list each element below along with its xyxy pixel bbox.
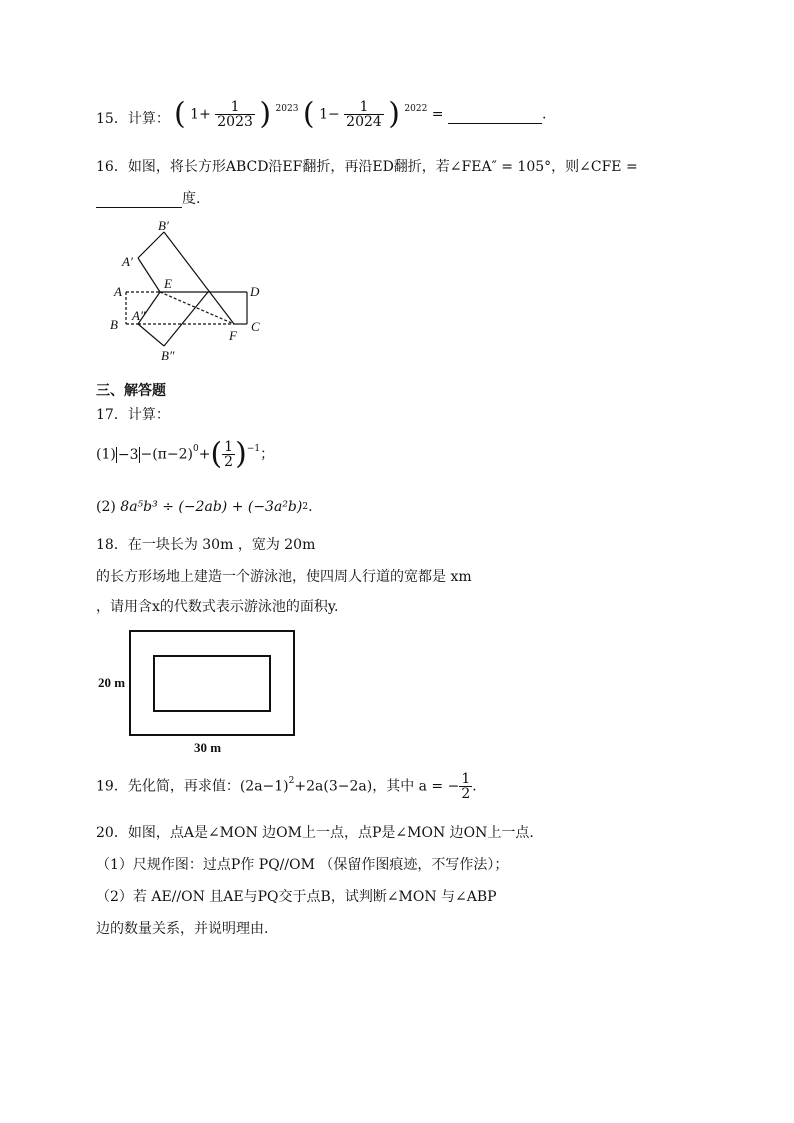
q17-part1: $(1) -3 -(\pi-2)^0+$( $\frac{1}{2}$ )$^{-1}$； (96, 436, 275, 472)
q16-line (96, 158, 638, 176)
q16-answer-blank[interactable] (96, 191, 182, 208)
q19-fraction: $\frac{1}{2}$ (461, 771, 471, 802)
label-B: B (110, 317, 118, 332)
q20-line4: 边的数量关系，并说明理由. (96, 921, 269, 937)
edge-A1E (138, 258, 160, 292)
q19-number: 19． (96, 778, 128, 795)
q17-p1-mid: −(π−2) (140, 446, 193, 463)
q15-answer-blank[interactable] (448, 105, 542, 124)
label-A1: A′ (122, 254, 133, 269)
q15-prefix: 计算： (127, 111, 170, 127)
q19-line (96, 772, 477, 812)
q18-number: 18． (96, 537, 128, 553)
label-A2: A″ (132, 308, 146, 323)
q17-prefix: 计算： (127, 407, 170, 423)
q19-end: . (472, 778, 477, 795)
label-E: E (164, 276, 172, 291)
paren-close: ) (259, 96, 272, 132)
q15-number: 15． (96, 111, 128, 127)
q17-p1-end: ； (260, 446, 275, 463)
q17-p2-label: (2) (96, 499, 116, 515)
q17-p1-plus: + (198, 446, 211, 463)
edge-B2G (164, 292, 208, 346)
q18-line1 (96, 536, 315, 554)
q15-exponent-1: 2023 (275, 104, 299, 114)
q19-text2: +2a(3−2a)，其中 a = − (294, 778, 460, 795)
edge-EF-dash (160, 292, 234, 324)
q19-text: 先化简，再求值：(2a−1) (127, 778, 289, 795)
q20-line1 (96, 824, 534, 842)
q15-tail: . (541, 106, 547, 123)
q15-fraction-2: $\frac{1}{2024}$ (346, 99, 382, 130)
label-A: A (114, 284, 122, 299)
pool-rect (154, 656, 270, 711)
q16-text: 如图，将长方形ABCD沿EF翻折，再沿ED翻折，若∠FEA″ = 105°，则∠CFE = (127, 159, 638, 175)
q20-number: 20． (96, 825, 128, 841)
q16-tail: 度. (182, 191, 201, 207)
q15-expression (174, 96, 547, 144)
label-D: D (250, 284, 260, 299)
q20-text1: 如图，点A是∠MON 边OM上一点，点P是∠MON 边ON上一点. (127, 825, 534, 841)
q17-p2-exp: 2 (302, 502, 309, 512)
q15-term1: 1+ (190, 106, 211, 123)
edge-A1B1 (138, 232, 164, 258)
q18-figure (96, 628, 302, 758)
paren-close-2: ) (388, 96, 400, 132)
q15-exponent-2: 2022 (404, 104, 428, 114)
label-20m: 20 m (98, 675, 126, 690)
q18-line2: 的长方形场地上建造一个游泳池，使四周人行道的宽都是 xm (96, 569, 472, 585)
q15-line (96, 110, 170, 128)
q17-p2-expr: 8a⁵b³ ÷ (−2ab) + (−3a²b) (120, 499, 303, 515)
q17-part2 (96, 498, 313, 516)
paren-open: ( (174, 96, 186, 132)
label-B2: B″ (161, 348, 175, 363)
paren-open-2: ( (302, 96, 315, 132)
q17-p1-label: (1) (96, 446, 116, 463)
q18-line3: ，请用含x的代数式表示游泳池的面积y. (96, 599, 339, 615)
q17-p1-fraction: $\frac{1}{2}$ (224, 439, 234, 470)
q17-line (96, 406, 170, 424)
label-F: F (229, 328, 237, 343)
q19-exp: 2 (288, 776, 295, 786)
label-B1: B′ (158, 218, 169, 233)
q16-number: 16． (96, 159, 128, 175)
q16-line2 (96, 190, 200, 208)
q17-p1-abs: −3 (117, 446, 139, 463)
section-title: 三、解答题 (96, 383, 166, 399)
edge-B1F (164, 232, 234, 324)
q20-line2: （1）尺规作图：过点P作 PQ//OM （保留作图痕迹，不写作法）； (96, 857, 509, 873)
q16-figure (106, 218, 276, 364)
q15-equals: = (431, 106, 444, 123)
q17-p2-end: . (308, 499, 313, 515)
q15-term2: 1− (319, 106, 340, 123)
label-30m: 30 m (194, 740, 222, 755)
q20-line3: （2）若 AE//ON 且AE与PQ交于点B，试判断∠MON 与∠ABP (96, 889, 497, 905)
q17-number: 17． (96, 407, 128, 423)
label-C: C (251, 319, 260, 334)
q17-p1-exp0: 0 (192, 444, 199, 454)
q17-p1-exp: −1 (246, 444, 261, 454)
edge-A2B2 (138, 324, 164, 346)
q15-fraction-1: $\frac{1}{2023}$ (217, 99, 253, 130)
q18-text1: 在一块长为 30m ，宽为 20m (127, 537, 316, 553)
